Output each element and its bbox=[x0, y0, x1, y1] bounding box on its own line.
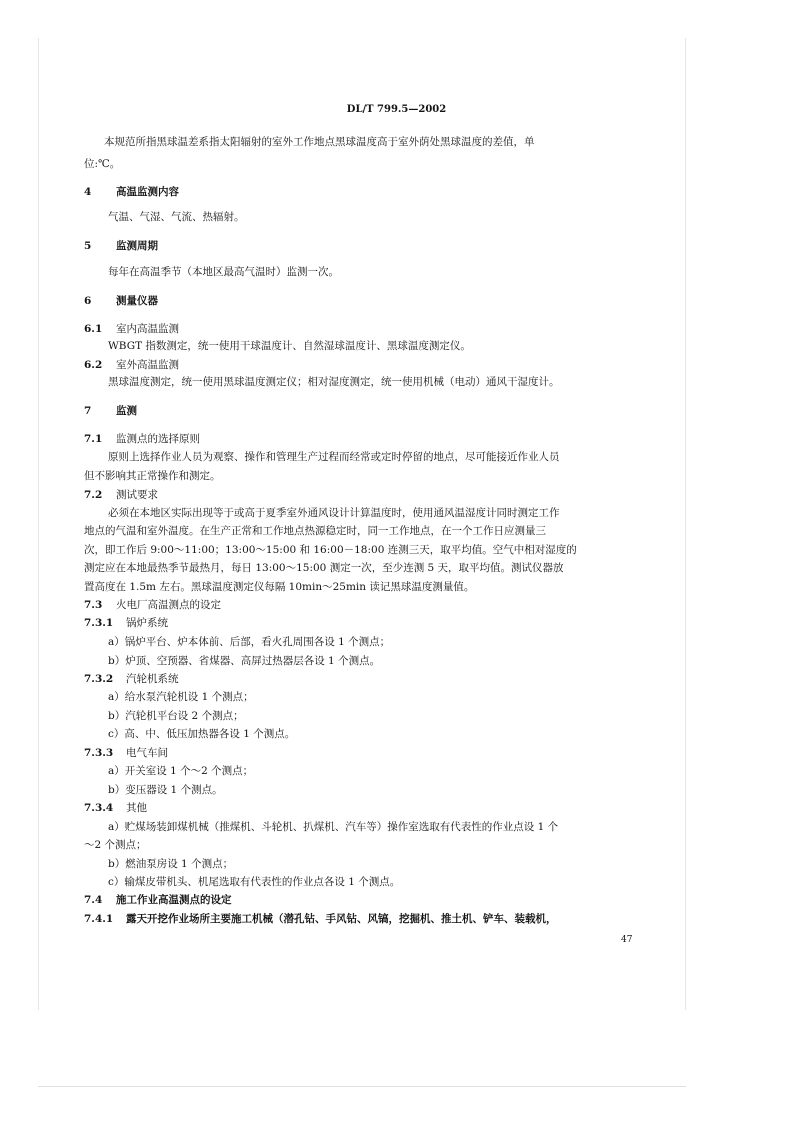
section-7-2-line-1: 必须在本地区实际出现等于或高于夏季室外通风设计计算温度时，使用通风温湿度计同时测定工作 bbox=[108, 507, 560, 519]
section-7-4-1-line: 7.4.1 露天开挖作业场所主要施工机械（潜孔钻、手风钻、风镐，挖掘机、推土机、铲车、装载机， bbox=[84, 913, 557, 925]
section-7-2-line-4: 测定应在本地最热季节最热月，每日 13:00～15:00 测定一次，至少连测 5 天，取平均值。测试仪器放 bbox=[84, 562, 564, 574]
section-6-1-heading: 6.1 室内高温监测 bbox=[84, 323, 179, 335]
section-7-3-3-heading: 7.3.3 电气车间 bbox=[84, 747, 168, 759]
section-6-2-heading: 6.2 室外高温监测 bbox=[84, 359, 179, 371]
right-margin-line bbox=[685, 38, 686, 1010]
section-7-3-heading: 7.3 火电厂高温测点的设定 bbox=[84, 599, 221, 611]
section-7-2-line-2: 地点的气温和室外温度。在生产正常和工作地点热源稳定时，同一工作地点，在一个工作日应测量三 bbox=[84, 525, 546, 537]
section-7-2-heading: 7.2 测试要求 bbox=[84, 489, 158, 501]
item-7-3-2-b: b）汽轮机平台设 2 个测点； bbox=[108, 710, 244, 722]
left-margin-line bbox=[38, 38, 39, 1010]
intro-line-1: 本规范所指黑球温差系指太阳辐射的室外工作地点黑球温度高于室外荫处黑球温度的差值，单 bbox=[104, 136, 535, 148]
item-7-3-4-a-line-1: a）贮煤场装卸煤机械（推煤机、斗轮机、扒煤机、汽车等）操作室选取有代表性的作业点设 1 个 bbox=[108, 821, 559, 833]
section-7-3-4-heading: 7.3.4 其他 bbox=[84, 802, 147, 814]
item-7-3-1-b: b）炉顶、空预器、省煤器、高屏过热器层各设 1 个测点。 bbox=[108, 655, 381, 667]
item-7-3-1-a: a）锅炉平台、炉本体前、后部，看火孔周围各设 1 个测点； bbox=[108, 636, 391, 648]
intro-line-2: 位:℃。 bbox=[84, 158, 121, 170]
section-7-4-heading: 7.4 施工作业高温测点的设定 bbox=[84, 894, 232, 906]
item-7-3-4-b: b）燃油泵房设 1 个测点； bbox=[108, 858, 234, 870]
section-7-heading: 7 监测 bbox=[84, 405, 137, 417]
section-7-2-line-3: 次，即工作后 9:00～11:00；13:00～15:00 和 16:00－18:00 连测三天，取平均值。空气中相对湿度的 bbox=[84, 544, 577, 556]
section-7-3-1-heading: 7.3.1 锅炉系统 bbox=[84, 617, 168, 629]
page-number: 47 bbox=[621, 935, 633, 945]
section-6-2-text: 黑球温度测定，统一使用黑球温度测定仪；相对湿度测定，统一使用机械（电动）通风干湿度计。 bbox=[108, 376, 560, 388]
section-6-1-text: WBGT 指数测定，统一使用干球温度计、自然湿球温度计、黑球温度测定仪。 bbox=[108, 340, 471, 352]
section-7-1-line-1: 原则上选择作业人员为观察、操作和管理生产过程而经常或定时停留的地点，尽可能接近作业人员 bbox=[108, 451, 560, 463]
bottom-rule bbox=[38, 1086, 686, 1087]
section-6-heading: 6 测量仪器 bbox=[84, 295, 158, 307]
item-7-3-3-b: b）变压器设 1 个测点。 bbox=[108, 784, 223, 796]
section-5-text: 每年在高温季节（本地区最高气温时）监测一次。 bbox=[108, 266, 339, 278]
item-7-3-2-a: a）给水泵汽轮机设 1 个测点； bbox=[108, 691, 254, 703]
item-7-3-3-a: a）开关室设 1 个～2 个测点； bbox=[108, 765, 254, 777]
section-5-heading: 5 监测周期 bbox=[84, 240, 158, 252]
section-4-heading: 4 高温监测内容 bbox=[84, 186, 179, 198]
item-7-3-2-c: c）高、中、低压加热器各设 1 个测点。 bbox=[108, 728, 296, 740]
item-7-3-4-a-line-2: ～2 个测点； bbox=[84, 839, 147, 851]
section-4-text: 气温、气湿、气流、热辐射。 bbox=[108, 211, 245, 223]
section-7-2-line-5: 置高度在 1.5m 左右。黑球温度测定仪每隔 10min～25min 读记黑球温度测量值。 bbox=[84, 581, 475, 593]
item-7-3-4-c: c）输煤皮带机头、机尾选取有代表性的作业点各设 1 个测点。 bbox=[108, 876, 401, 888]
section-7-1-heading: 7.1 监测点的选择原则 bbox=[84, 433, 200, 445]
page-header: DL/T 799.5—2002 bbox=[346, 104, 447, 115]
section-7-1-line-2: 但不影响其正常操作和测定。 bbox=[84, 470, 221, 482]
section-7-3-2-heading: 7.3.2 汽轮机系统 bbox=[84, 673, 179, 685]
